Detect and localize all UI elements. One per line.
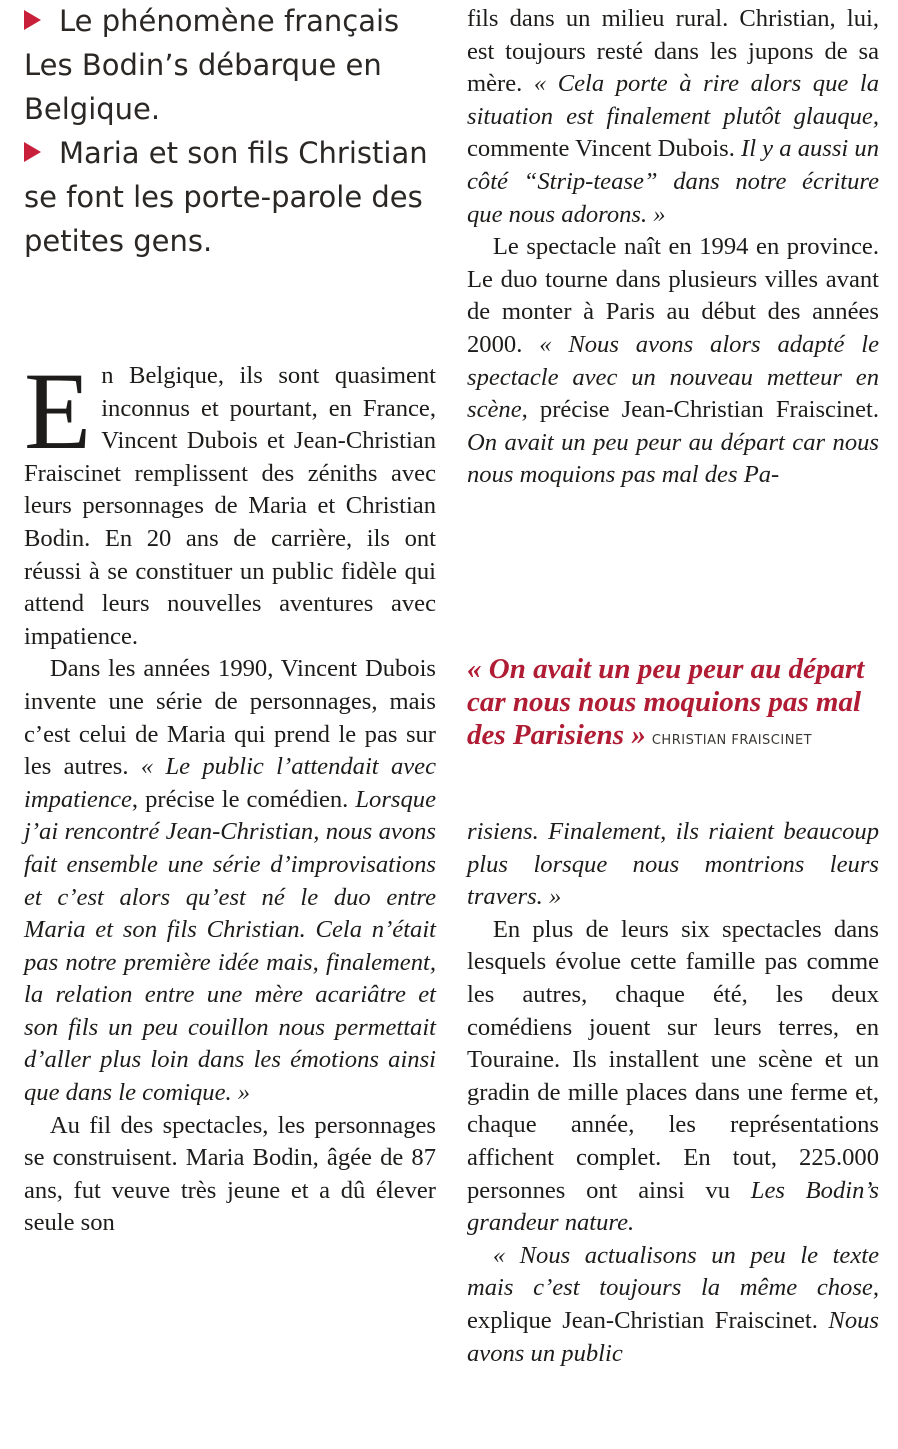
article-right-text-bottom bbox=[467, 816, 879, 1370]
article-paragraph: fils dans un milieu rural. Christian, lui, est toujours resté dans les jupons de sa mère. « Cela porte à rire alors que la situation est finalement plutôt glauque, commente Vincent Dubois. Il y a aussi un côté “Strip-tease” dans notre écriture que nous adorons. » bbox=[467, 5, 880, 228]
article-paragraph: « Nous actualisons un peu le texte mais c’est toujours la même chose, explique Jean-Christian Fraiscinet. Nous avons un public bbox=[467, 1241, 879, 1367]
intro-block bbox=[24, 0, 436, 263]
pull-quote-attribution: CHRISTIAN FRAISCINET bbox=[651, 733, 813, 748]
article-paragraph: En Belgique, ils sont quasiment inconnus et pourtant, en France, Vincent Dubois et Jean-Christian Fraiscinet remplissent des zéniths avec leurs personnages de Maria et Christian Bodin. En 20 ans de carrière, ils ont réussi à se constituer un public fidèle qui attend leurs nouvelles aventures avec impatience. bbox=[24, 350, 436, 650]
pull-quote bbox=[467, 653, 879, 757]
drop-cap: E bbox=[24, 350, 92, 472]
intro-line-1: Le phénomène français Les Bodin’s débarque en Belgique. bbox=[24, 4, 400, 126]
article-left-text bbox=[24, 350, 436, 1240]
article-paragraph: risiens. Finalement, ils riaient beaucoup plus lorsque nous montrions leurs travers. » bbox=[467, 818, 879, 911]
article-paragraph: Dans les années 1990, Vincent Dubois invente une série de personnages, mais c’est celui de Maria qui prend le pas sur les autres. « Le public l’attendait avec impatience, précise le comédien. Lorsque j’ai rencontré Jean-Christian, nous avons fait ensemble une série d’improvisations et c’est alors qu’est né le duo entre Maria et son fils Christian. Cela n’était pas notre première idée mais, finalement, la relation entre une mère acariâtre et son fils un peu couillon nous permettait d’aller plus loin dans les émotions ainsi que dans le comique. » bbox=[24, 655, 436, 1107]
triangle-bullet-icon bbox=[24, 142, 41, 162]
intro-item bbox=[24, 131, 436, 263]
left-column bbox=[24, 0, 436, 1237]
article-paragraph: Le spectacle naît en 1994 en province. Le duo tourne dans plusieurs villes avant de monter à Paris au début des années 2000. « Nous avons alors adapté le spectacle avec un nouveau metteur en scène, précise Jean-Christian Fraiscinet. On avait un peu peur au départ car nous nous moquions pas mal des Pa- bbox=[467, 233, 879, 489]
intro-line-2: Maria et son fils Christian se font les porte-parole des petites gens. bbox=[24, 136, 428, 258]
triangle-bullet-icon bbox=[24, 10, 41, 30]
article-paragraph: Au fil des spectacles, les personnages se construisent. Maria Bodin, âgée de 87 ans, fut veuve très jeune et a dû élever seule son bbox=[24, 1111, 436, 1237]
article-paragraph: En plus de leurs six spectacles dans lesquels évolue cette famille pas comme les autres, chaque été, les deux comédiens jouent sur leurs terres, en Touraine. Ils installent une scène et un gradin de mille places dans une ferme et, chaque année, les représentations affichent complet. En tout, 225.000 personnes ont ainsi vu Les Bodin’s grandeur nature. bbox=[467, 915, 879, 1237]
pull-quote-text: « On avait un peu peur au départ car nous nous moquions pas mal des Parisiens » bbox=[467, 653, 865, 751]
intro-item bbox=[24, 0, 436, 131]
article-right-text-top bbox=[467, 3, 879, 492]
